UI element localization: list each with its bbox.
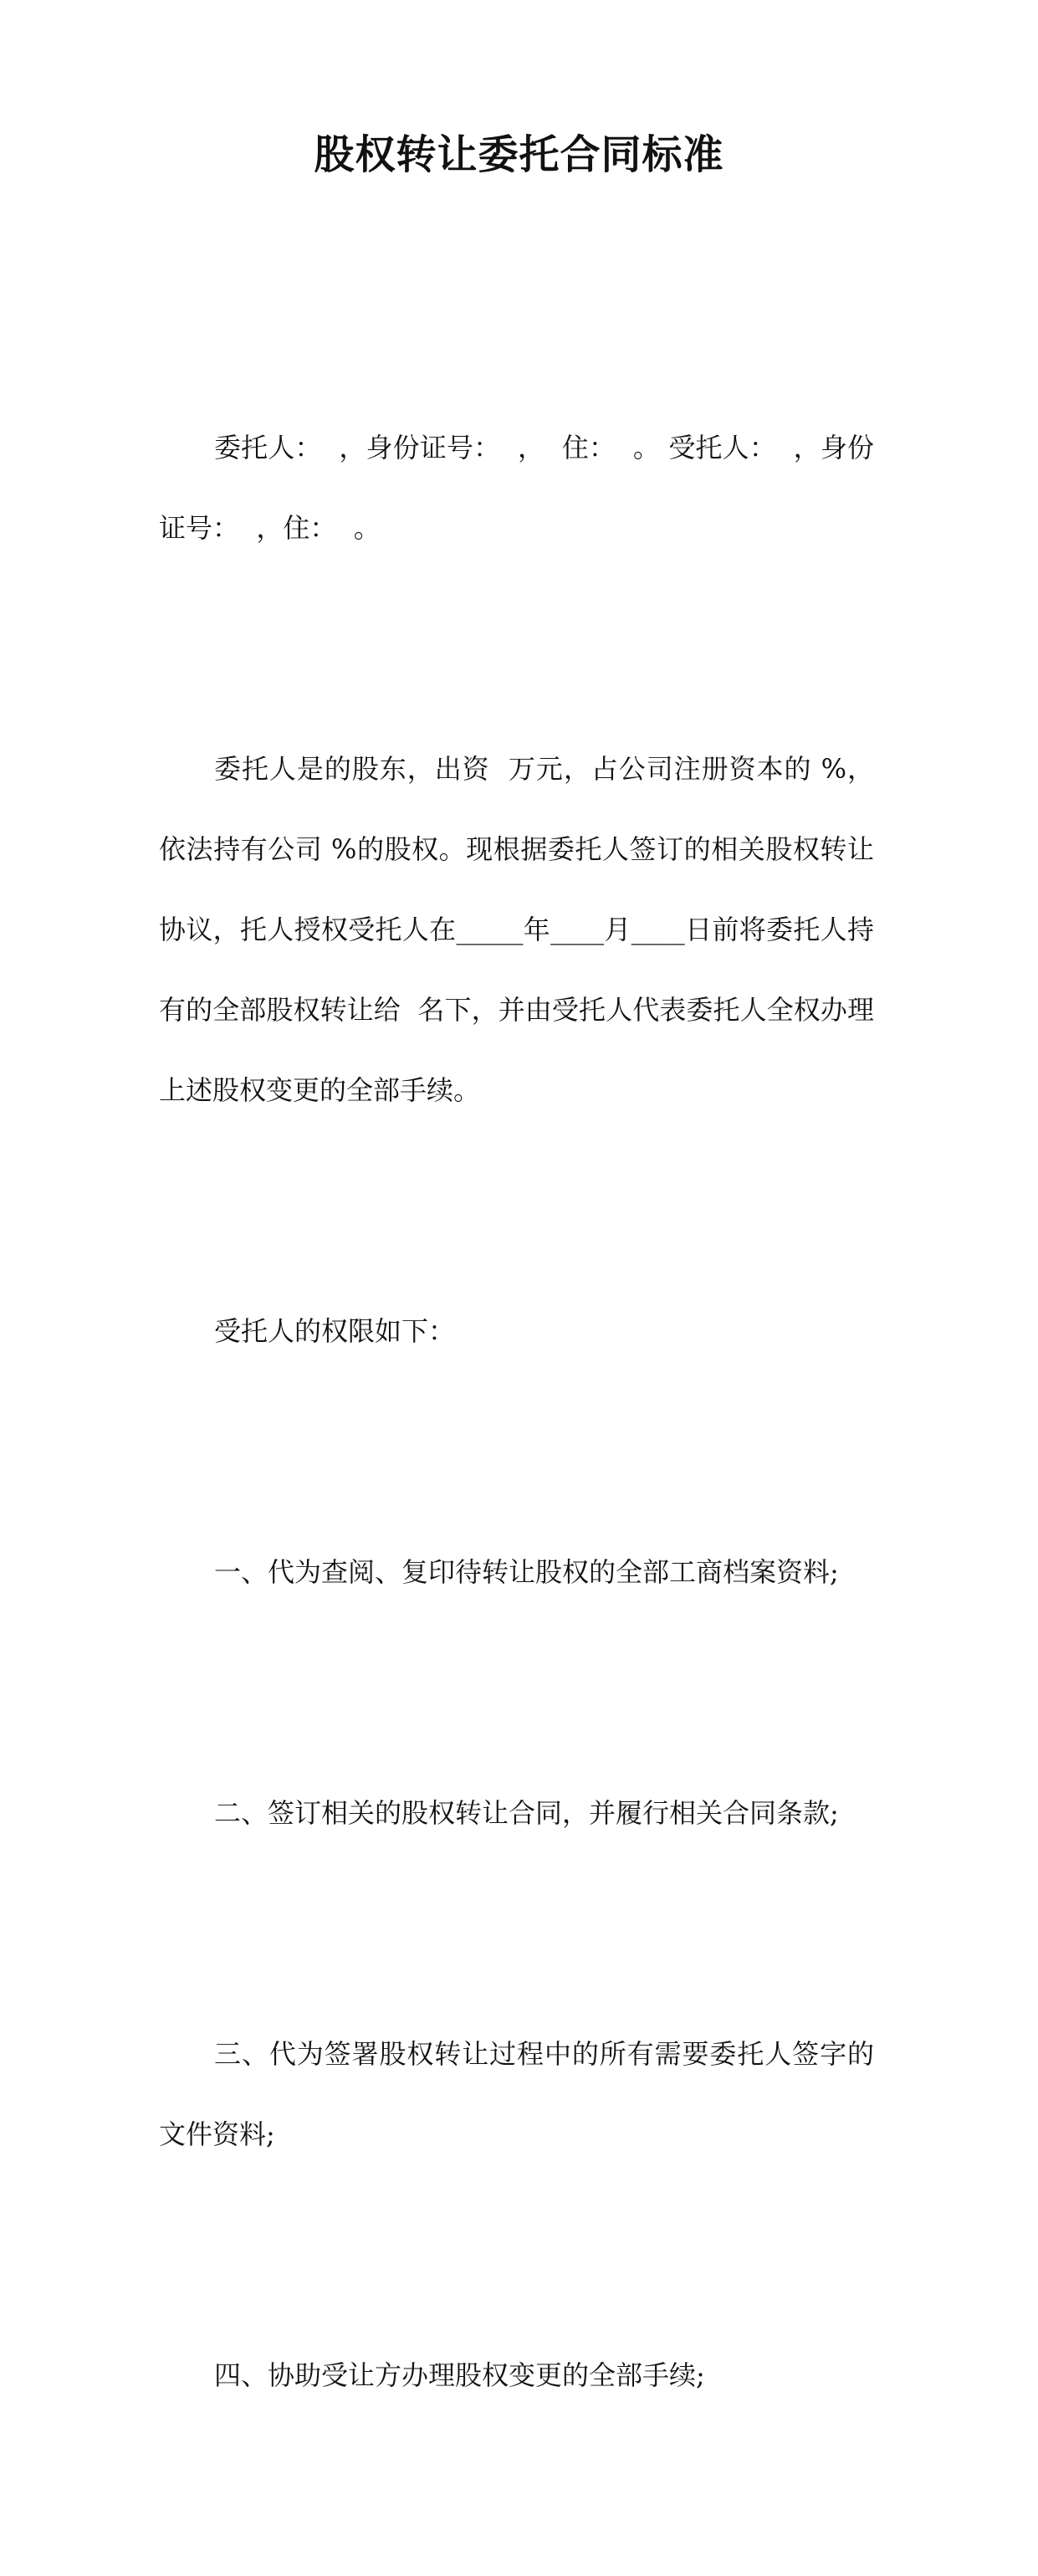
document-body	[159, 247, 874, 2576]
paragraph-parties: 委托人： ，身份证号： ， 住： 。 受托人： ，身份证号： ，住： 。	[159, 432, 874, 544]
paragraph-authority-item-1: 一、代为查阅、复印待转让股权的全部工商档案资料;	[214, 1556, 839, 1588]
paragraph-authority-heading: 受托人的权限如下：	[214, 1315, 456, 1347]
paragraph-entrustment: 委托人是的股东，出资 万元，占公司注册资本的 %，依法持有公司 %的股权。现根据委托人签订的相关股权转让协议，托人授权受托人在_____年____月____日前将委托人持有的全部股权转让给 名下，并由受托人代表委托人全权办理上述股权变更的全部手续。	[159, 753, 874, 1106]
paragraph-authority-item-3: 三、代为签署股权转让过程中的所有需要委托人签字的文件资料;	[159, 2038, 874, 2150]
paragraph-authority-item-4: 四、协助受让方办理股权变更的全部手续;	[214, 2359, 705, 2391]
document-title: 股权转让委托合同标准	[314, 131, 724, 178]
paragraph-authority-item-2: 二、签订相关的股权转让合同，并履行相关合同条款;	[214, 1797, 839, 1829]
